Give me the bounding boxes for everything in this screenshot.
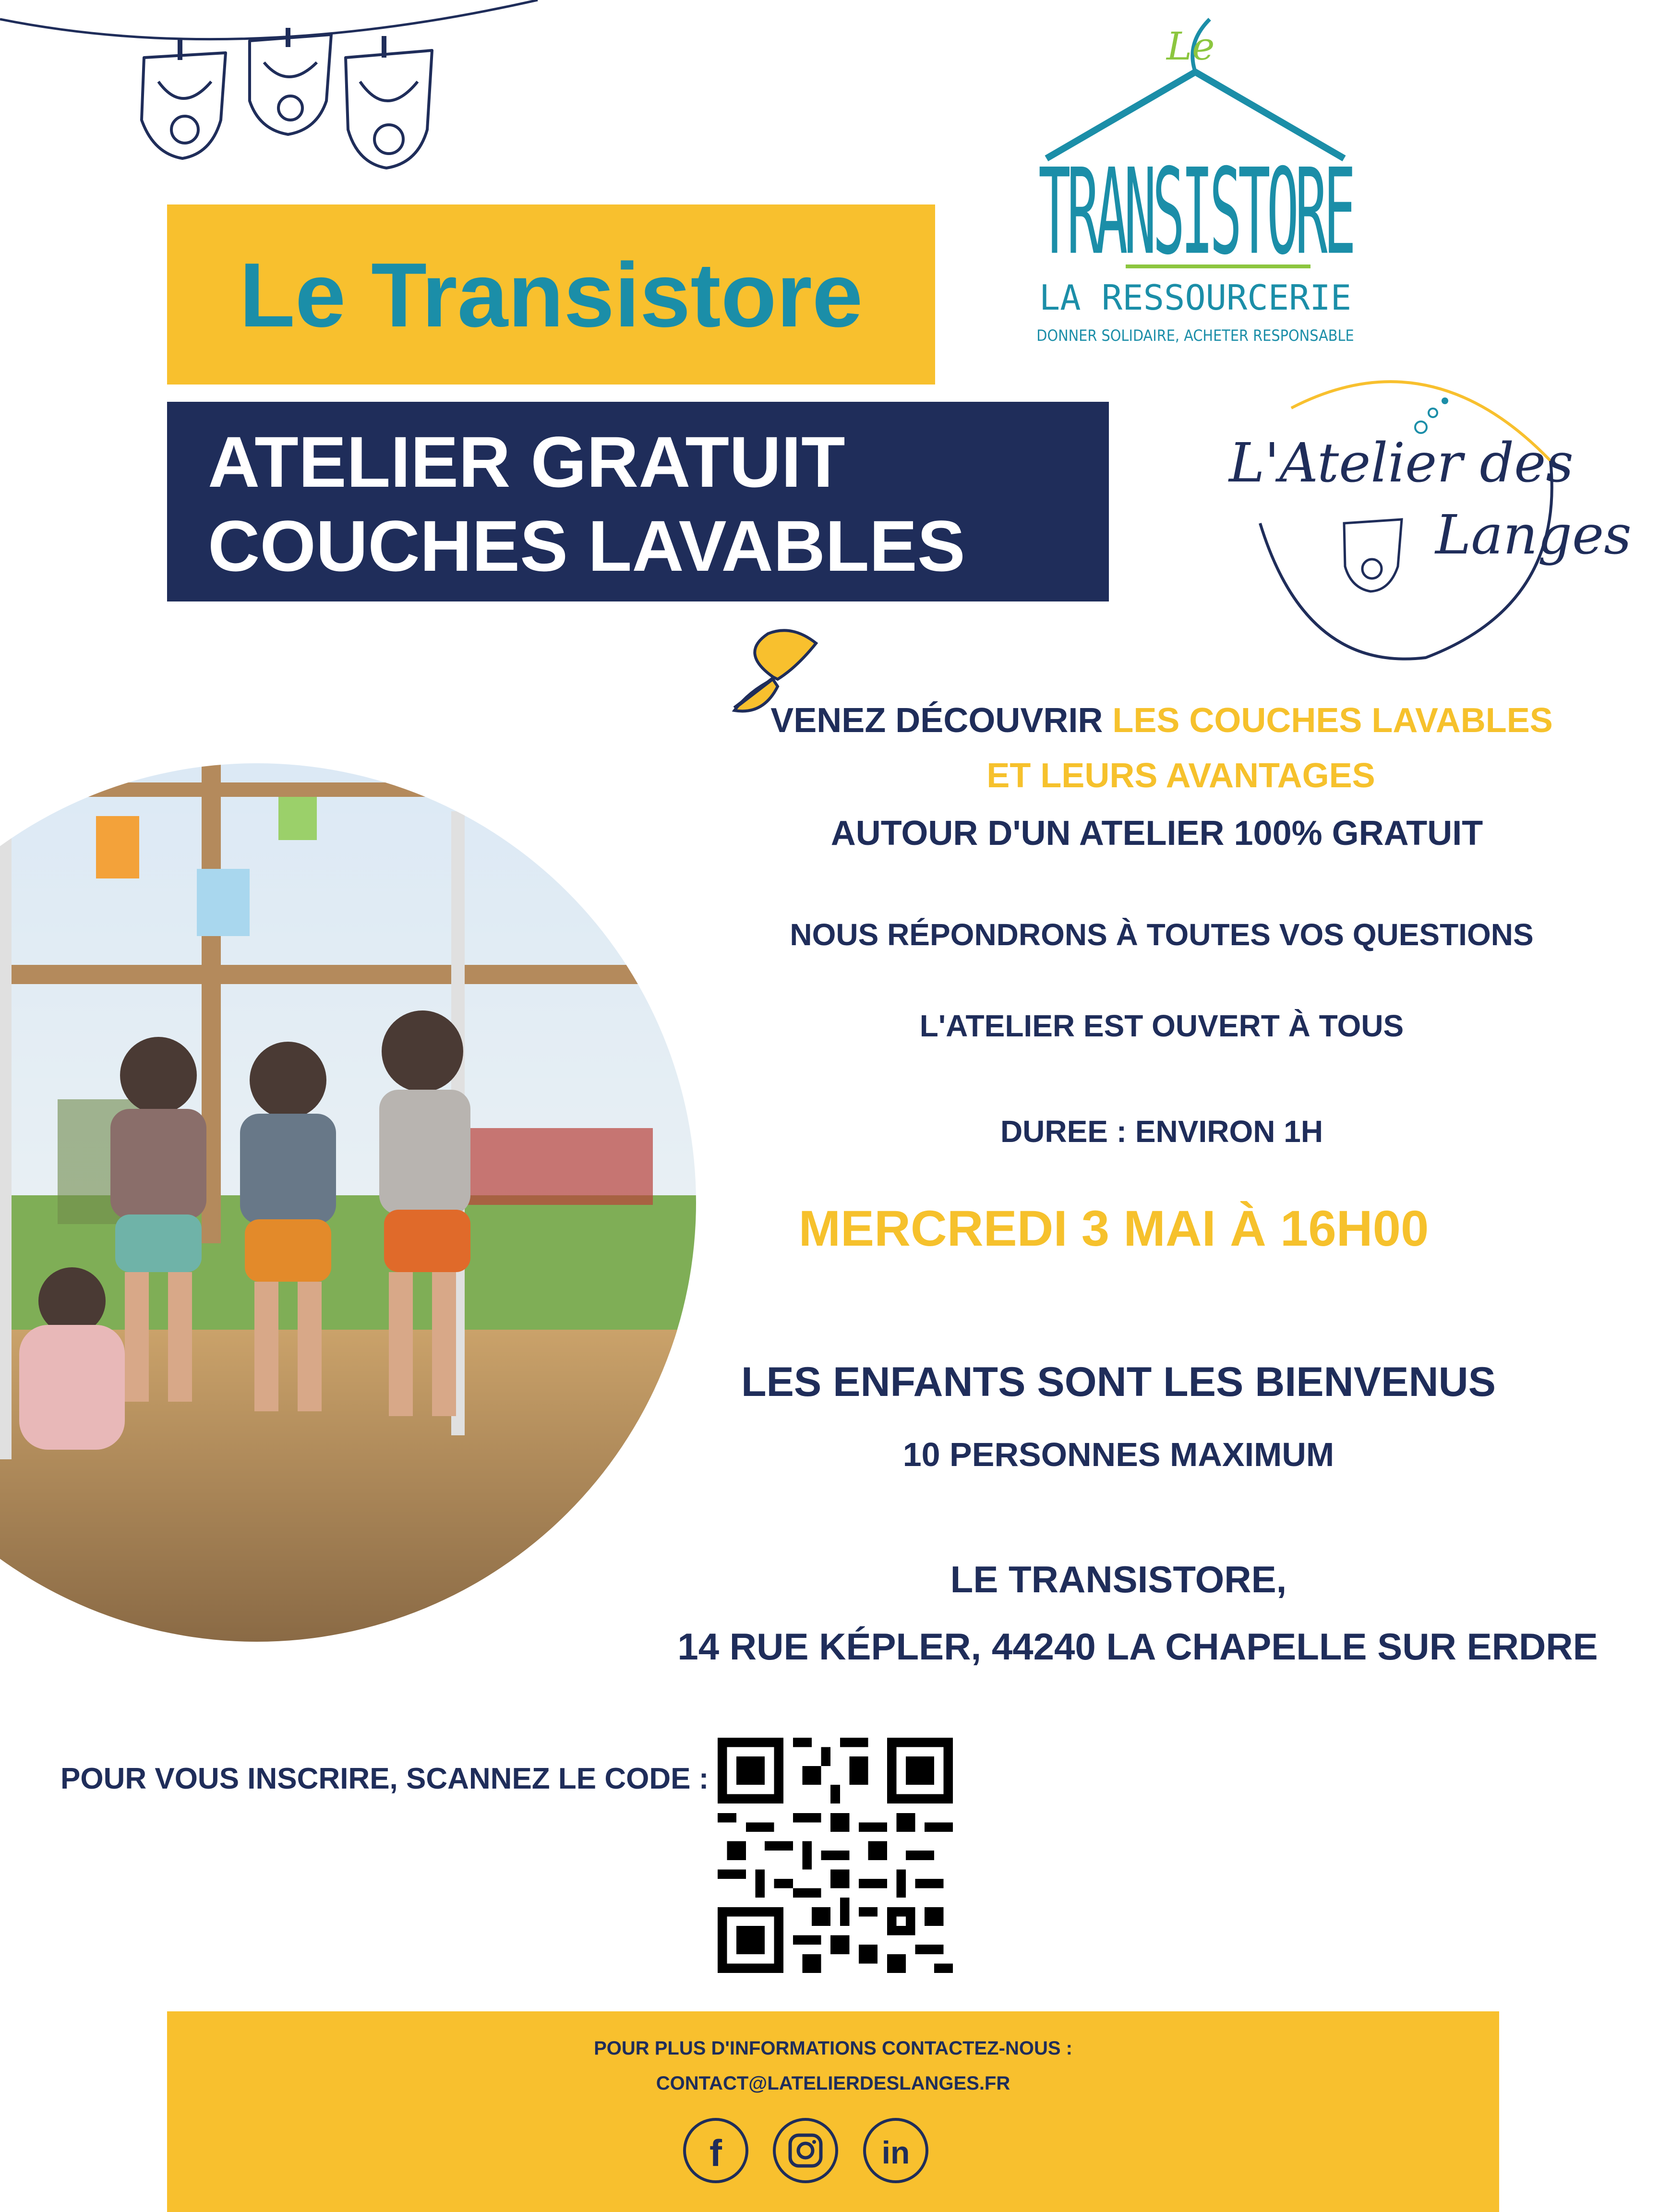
subtitle-banner	[167, 402, 1109, 601]
transistore-name: TRANSISTORE	[1038, 144, 1352, 281]
page-title: Le Transistore	[239, 244, 863, 346]
subtitle-line-2: COUCHES LAVABLES	[208, 505, 965, 586]
transistore-tagline: LA RESSOURCERIE	[1039, 277, 1352, 318]
diaper-icon	[1344, 519, 1402, 591]
questions-text: NOUS RÉPONDRONS À TOUTES VOS QUESTIONS	[790, 917, 1534, 952]
footer-banner	[167, 2011, 1499, 2212]
children-welcome-text: LES ENFANTS SONT LES BIENVENUS	[741, 1359, 1496, 1405]
qr-code[interactable]	[718, 1738, 953, 1973]
register-label: POUR VOUS INSCRIRE, SCANNEZ LE CODE :	[60, 1762, 709, 1795]
clothesline-illustration	[0, 0, 576, 202]
footer-contact-label: POUR PLUS D'INFORMATIONS CONTACTEZ-NOUS :	[594, 2038, 1072, 2059]
subtitle-line-1: ATELIER GRATUIT	[208, 421, 845, 502]
intro-line-3: AUTOUR D'UN ATELIER 100% GRATUIT	[830, 814, 1483, 853]
title-banner	[167, 204, 935, 385]
atelier-logo-line-1: L'Atelier des	[1229, 432, 1574, 494]
address-line-2: 14 RUE KÉPLER, 44240 LA CHAPELLE SUR ERDRE	[677, 1625, 1598, 1668]
children-photo	[0, 763, 696, 1642]
atelier-logo	[1219, 365, 1632, 672]
atelier-logo-line-2: Langes	[1435, 504, 1632, 566]
intro-line-2: ET LEURS AVANTAGES	[986, 757, 1375, 795]
address-line-1: LE TRANSISTORE,	[950, 1558, 1287, 1600]
transistore-logo	[1027, 0, 1363, 355]
transistore-le: Le	[1166, 24, 1215, 69]
max-people-text: 10 PERSONNES MAXIMUM	[902, 1436, 1334, 1473]
open-text: L'ATELIER EST OUVERT À TOUS	[919, 1009, 1404, 1043]
date-text: MERCREDI 3 MAI À 16H00	[798, 1201, 1429, 1257]
facebook-icon[interactable]: f	[683, 2118, 748, 2183]
transistore-motto: DONNER SOLIDAIRE, ACHETER RESPONSABLE	[1036, 326, 1354, 345]
intro-line-1: VENEZ DÉCOUVRIR LES COUCHES LAVABLES	[770, 701, 1553, 740]
linkedin-icon[interactable]: in	[863, 2118, 928, 2183]
instagram-icon[interactable]	[773, 2118, 838, 2183]
footer-email[interactable]: CONTACT@LATELIERDESLANGES.FR	[656, 2073, 1010, 2094]
duration-text: DUREE : ENVIRON 1H	[1000, 1114, 1323, 1149]
